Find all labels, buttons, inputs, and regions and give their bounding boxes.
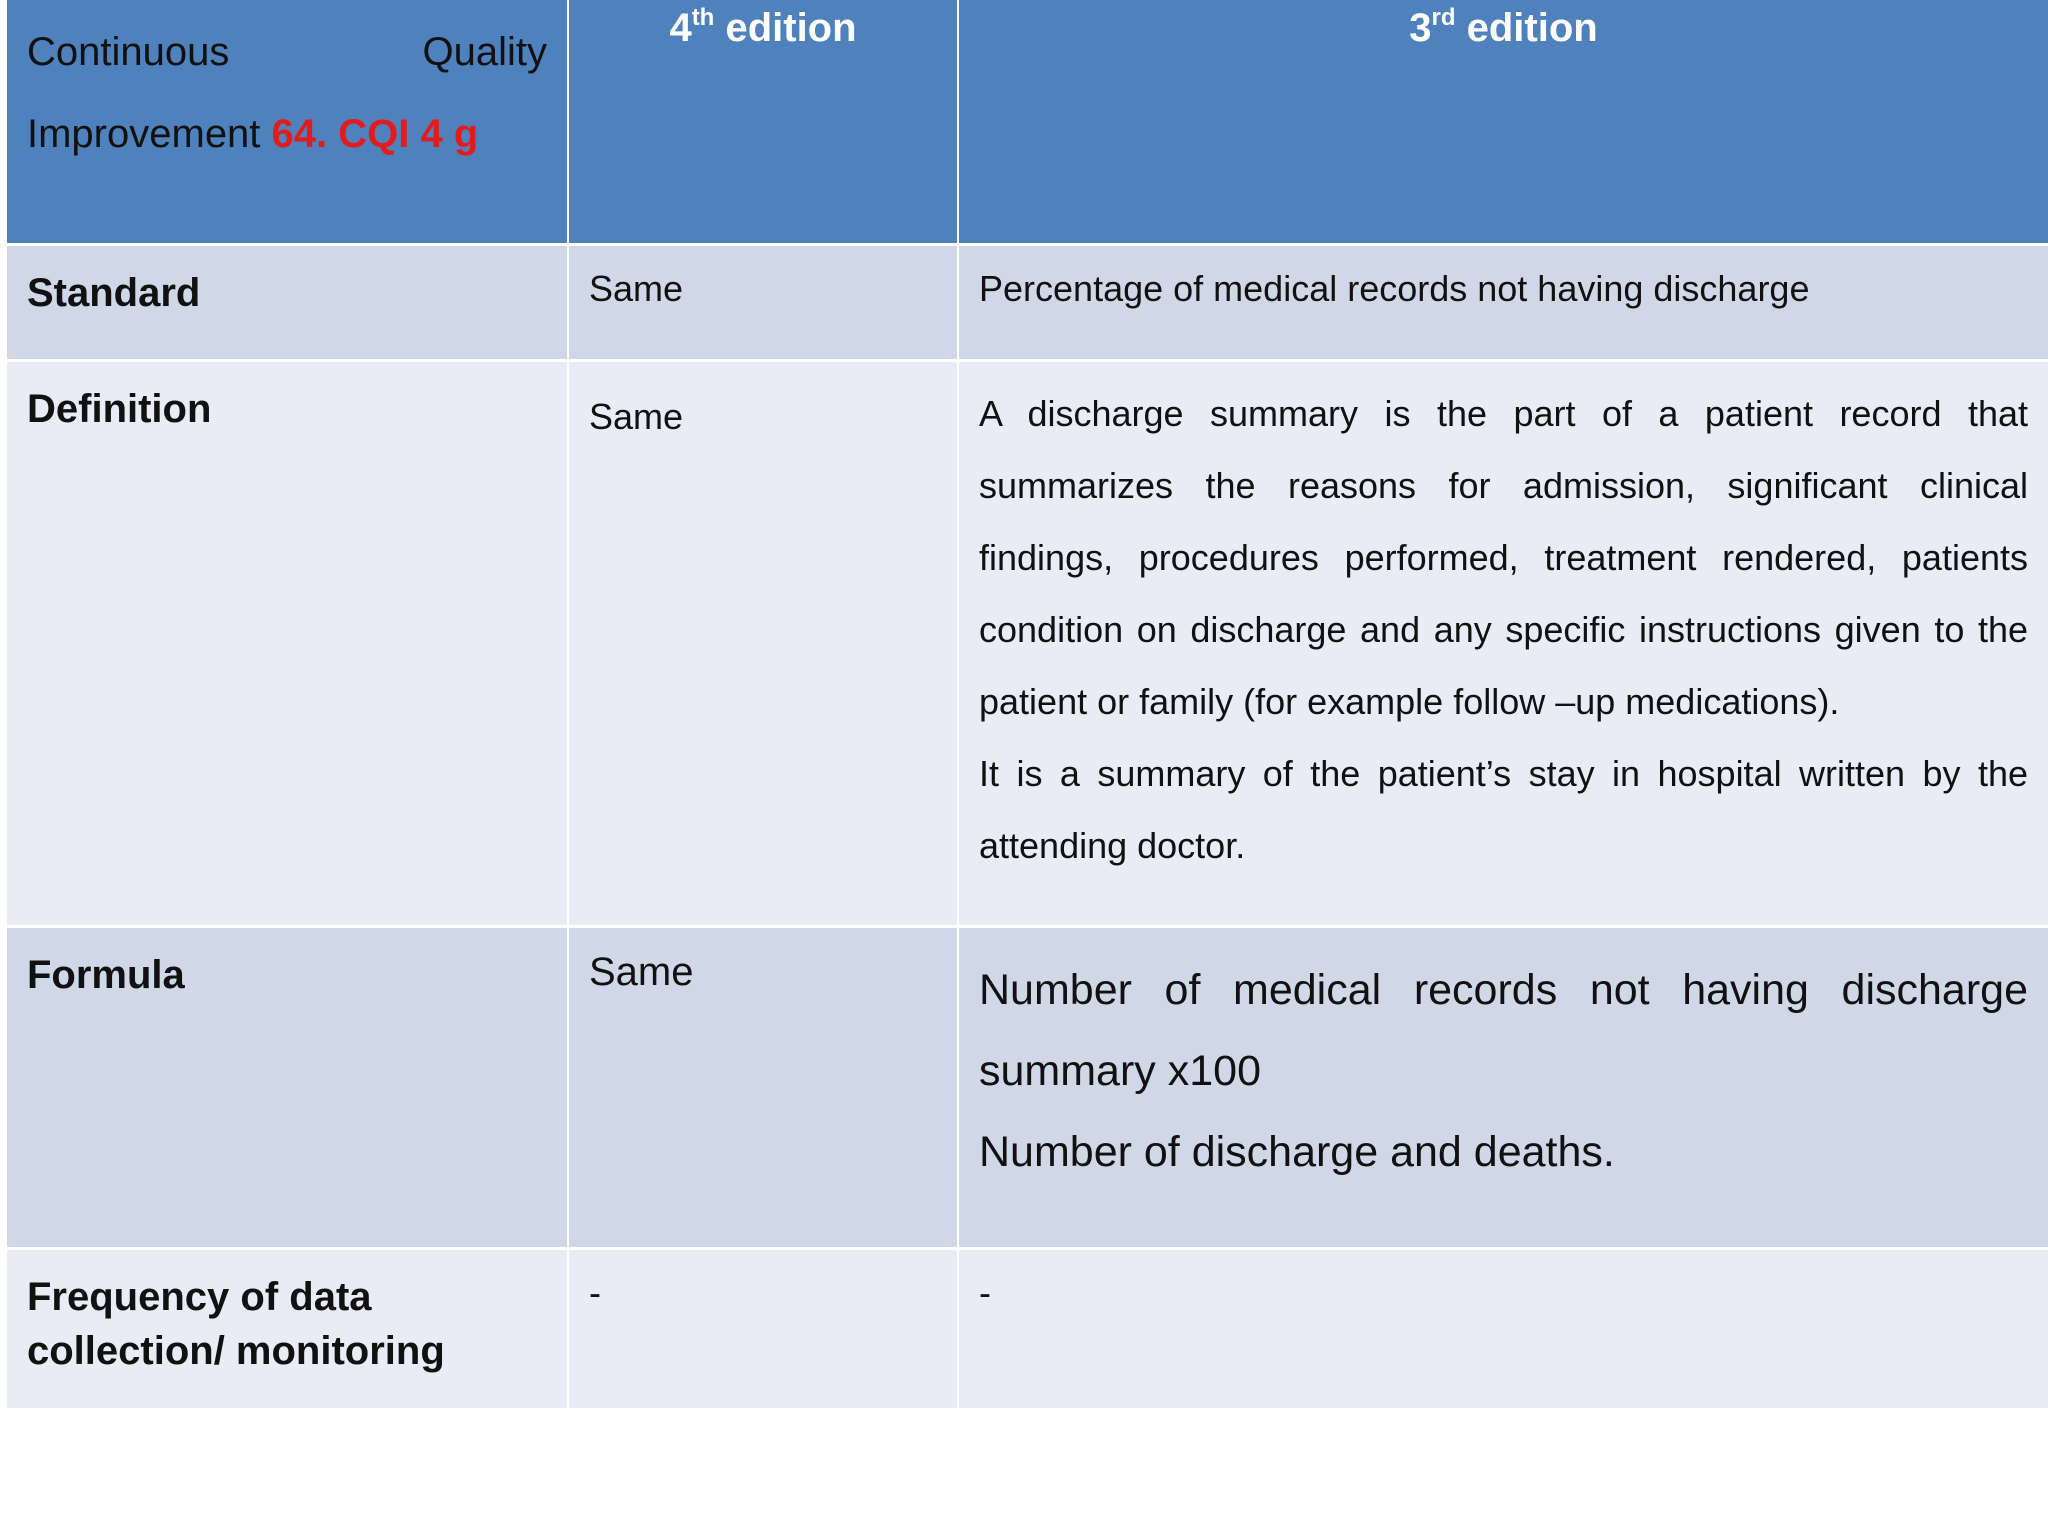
header-title-line2 xyxy=(27,104,547,164)
formula-numerator-line: summary x100 xyxy=(979,1047,1261,1095)
comparison-table xyxy=(7,0,2048,1408)
header-4th-edition xyxy=(569,0,957,243)
formula-numerator-line: Number of medical records not having discharge xyxy=(979,966,2028,1014)
definition-3rd-value xyxy=(959,362,2048,925)
header-4th-sup: th xyxy=(691,4,715,31)
row-label-frequency xyxy=(7,1250,567,1408)
formula-denominator-line: Number of discharge and deaths. xyxy=(979,1128,1615,1176)
header-title-line1 xyxy=(27,22,547,82)
header-title-word1: Continuous xyxy=(27,30,230,74)
definition-line: findings, procedures performed, treatment rendered, patients xyxy=(979,537,2028,578)
header-3rd-rest: edition xyxy=(1455,6,1598,50)
standard-4th-value: Same xyxy=(569,246,957,359)
definition-4th-value: Same xyxy=(569,362,957,925)
row-label-definition: Definition xyxy=(7,362,567,925)
frequency-3rd-value: - xyxy=(959,1250,2048,1408)
row-label-standard: Standard xyxy=(7,246,567,359)
definition-line: summarizes the reasons for admission, significant clinical xyxy=(979,465,2028,506)
frequency-label-line1: Frequency of data xyxy=(27,1275,372,1319)
header-title-cell xyxy=(7,0,567,243)
standard-3rd-value: Percentage of medical records not having discharge xyxy=(959,246,2048,359)
header-3rd-edition xyxy=(959,0,2048,243)
formula-3rd-value xyxy=(959,928,2048,1247)
definition-line: condition on discharge and any specific instructions given to the xyxy=(979,609,2028,650)
header-3rd-num: 3 xyxy=(1409,6,1432,50)
formula-4th-value: Same xyxy=(569,928,957,1247)
indicator-code: 64. CQI 4 g xyxy=(271,112,479,156)
frequency-label-line2: collection/ monitoring xyxy=(27,1329,445,1373)
row-label-formula: Formula xyxy=(7,928,567,1247)
header-4th-num: 4 xyxy=(669,6,692,50)
frequency-4th-value: - xyxy=(569,1250,957,1408)
definition-line: A discharge summary is the part of a patient record that xyxy=(979,393,2028,434)
definition-line: attending doctor. xyxy=(979,825,1246,866)
header-title-prefix: Improvement xyxy=(27,112,272,156)
header-3rd-sup: rd xyxy=(1431,4,1456,31)
definition-line: patient or family (for example follow –up medications). xyxy=(979,681,1840,722)
definition-line: It is a summary of the patient’s stay in hospital written by the xyxy=(979,753,2028,794)
header-4th-rest: edition xyxy=(714,6,857,50)
header-title-word2: Quality xyxy=(422,30,547,74)
